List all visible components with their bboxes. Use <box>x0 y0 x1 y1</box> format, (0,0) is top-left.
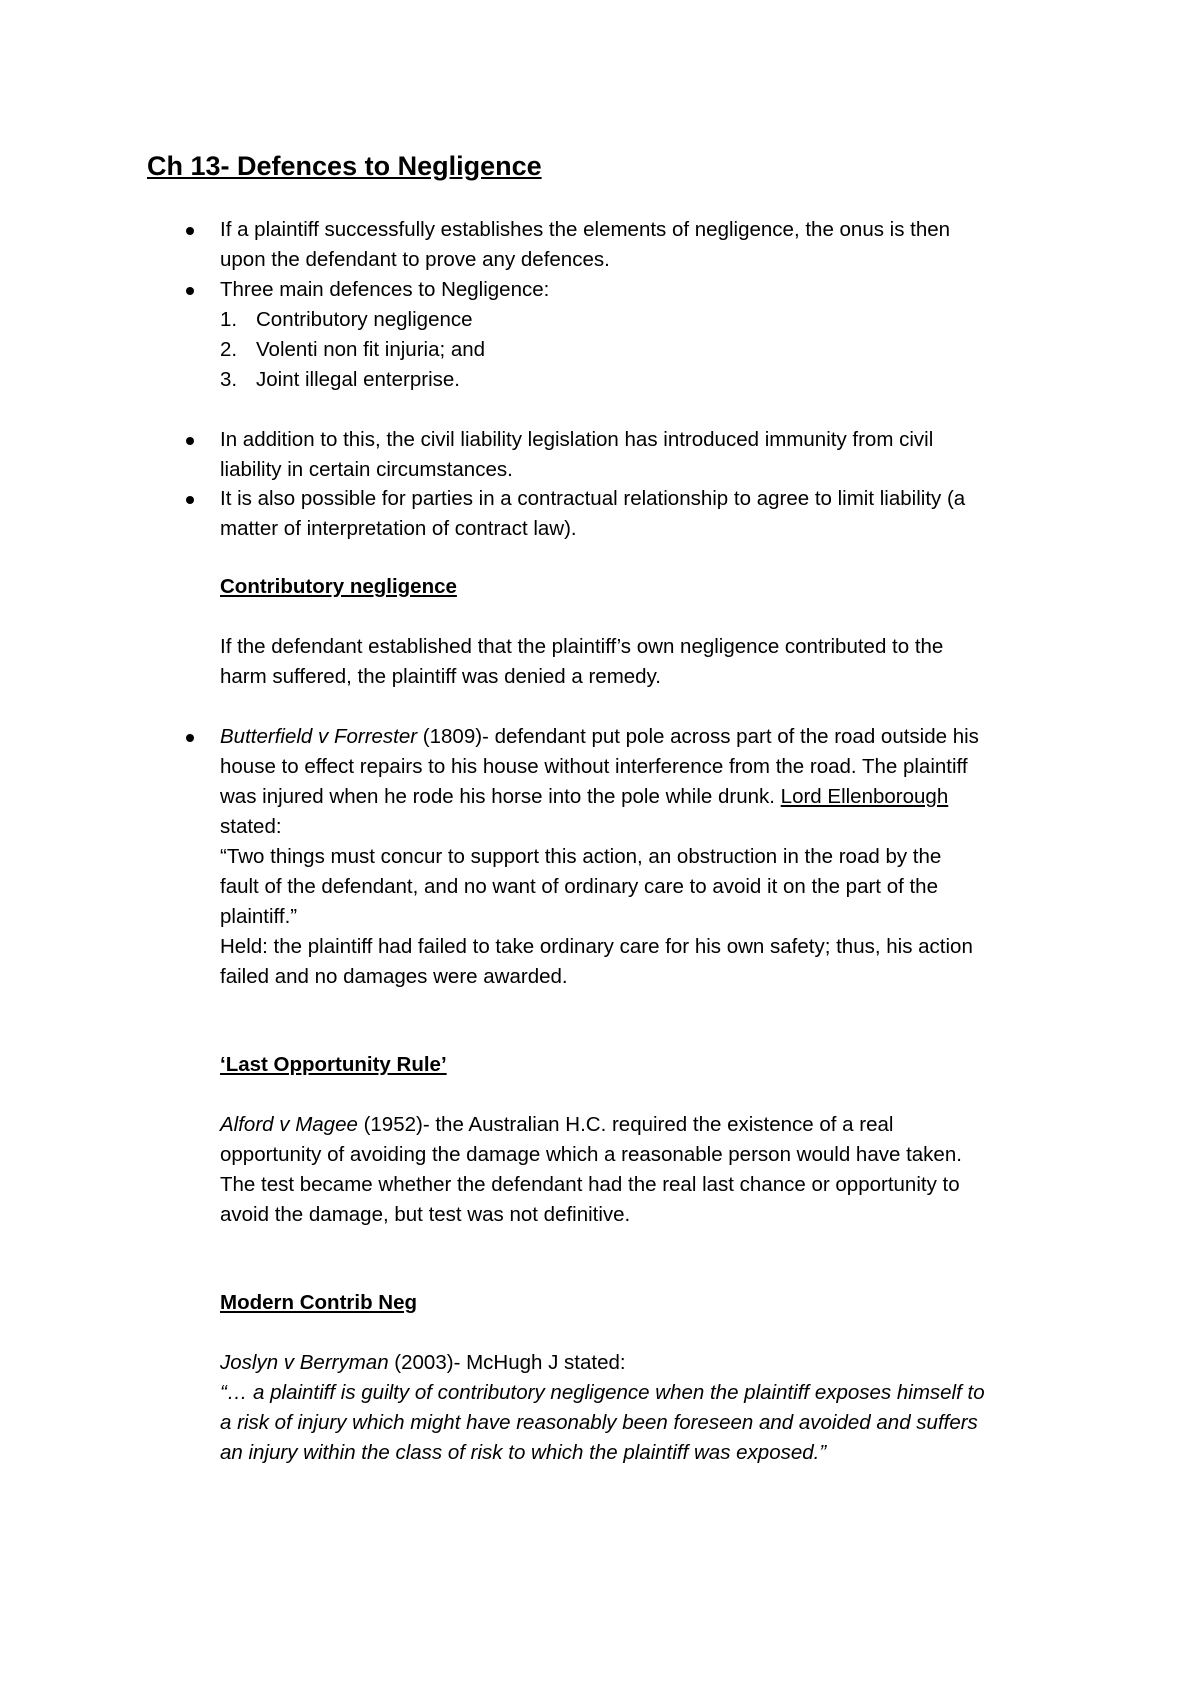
modern-quote-line-3: an injury within the class of risk to which the plaintiff was exposed.” <box>220 1441 827 1464</box>
case-alford-line-4: avoid the damage, but test was not definitive. <box>220 1203 631 1226</box>
quote-line-1: “Two things must concur to support this action, an obstruction in the road by the <box>220 845 942 868</box>
list-number: 2. <box>220 338 238 361</box>
bullet-icon <box>186 437 194 445</box>
intro-bullet-3-line-1: In addition to this, the civil liability legislation has introduced immunity from civil <box>220 428 934 451</box>
case-name: Butterfield v Forrester <box>220 725 418 748</box>
case-name: Alford v Magee <box>220 1113 358 1136</box>
list-item: Volenti non fit injuria; and <box>256 338 486 361</box>
page-title: Ch 13- Defences to Negligence <box>147 151 542 181</box>
held-line-2: failed and no damages were awarded. <box>220 965 568 988</box>
intro-bullet-1-line-1: If a plaintiff successfully establishes the elements of negligence, the onus is then <box>220 218 951 241</box>
case-alford-line-2: opportunity of avoiding the damage which a reasonable person would have taken. <box>220 1143 962 1166</box>
list-item: Contributory negligence <box>256 308 473 331</box>
bullet-icon <box>186 496 194 504</box>
contrib-paragraph-line-2: harm suffered, the plaintiff was denied a remedy. <box>220 665 662 688</box>
section-heading-modern-contrib-neg: Modern Contrib Neg <box>220 1291 418 1314</box>
case-butterfield-line-2: house to effect repairs to his house without interference from the road. The plaintiff <box>220 755 968 778</box>
judge-name: Lord Ellenborough <box>780 785 949 808</box>
intro-bullet-2: Three main defences to Negligence: <box>220 278 550 301</box>
intro-bullet-1-line-2: upon the defendant to prove any defences. <box>220 248 610 271</box>
section-heading-contributory-negligence: Contributory negligence <box>220 575 457 598</box>
case-butterfield-line-3: was injured when he rode his horse into the pole while drunk. Lord Ellenborough <box>220 785 949 808</box>
case-alford-line-1: Alford v Magee (1952)- the Australian H.C. required the existence of a real <box>220 1113 894 1136</box>
section-heading-last-opportunity-rule: ‘Last Opportunity Rule’ <box>220 1053 447 1076</box>
bullet-icon <box>186 734 194 742</box>
quote-line-3: plaintiff.” <box>220 905 298 928</box>
intro-bullet-3-line-2: liability in certain circumstances. <box>220 458 513 481</box>
case-butterfield-line-4: stated: <box>220 815 282 838</box>
case-name: Joslyn v Berryman <box>220 1351 389 1374</box>
contrib-paragraph-line-1: If the defendant established that the plaintiff’s own negligence contributed to the <box>220 635 944 658</box>
held-line-1: Held: the plaintiff had failed to take ordinary care for his own safety; thus, his action <box>220 935 973 958</box>
quote-line-2: fault of the defendant, and no want of ordinary care to avoid it on the part of the <box>220 875 938 898</box>
bullet-icon <box>186 227 194 235</box>
list-number: 3. <box>220 368 238 391</box>
list-number: 1. <box>220 308 238 331</box>
case-butterfield-line-1: Butterfield v Forrester (1809)- defendant put pole across part of the road outside his <box>220 725 979 748</box>
case-joslyn-line-1: Joslyn v Berryman (2003)- McHugh J stated: <box>220 1351 626 1374</box>
modern-quote-line-1: “… a plaintiff is guilty of contributory negligence when the plaintiff exposes himself to <box>220 1381 985 1404</box>
case-alford-line-3: The test became whether the defendant had the real last chance or opportunity to <box>220 1173 960 1196</box>
intro-bullet-4-line-1: It is also possible for parties in a contractual relationship to agree to limit liability (a <box>220 487 966 510</box>
intro-bullet-4-line-2: matter of interpretation of contract law). <box>220 517 577 540</box>
bullet-icon <box>186 287 194 295</box>
modern-quote-line-2: a risk of injury which might have reasonably been foreseen and avoided and suffers <box>220 1411 978 1434</box>
list-item: Joint illegal enterprise. <box>256 368 460 391</box>
